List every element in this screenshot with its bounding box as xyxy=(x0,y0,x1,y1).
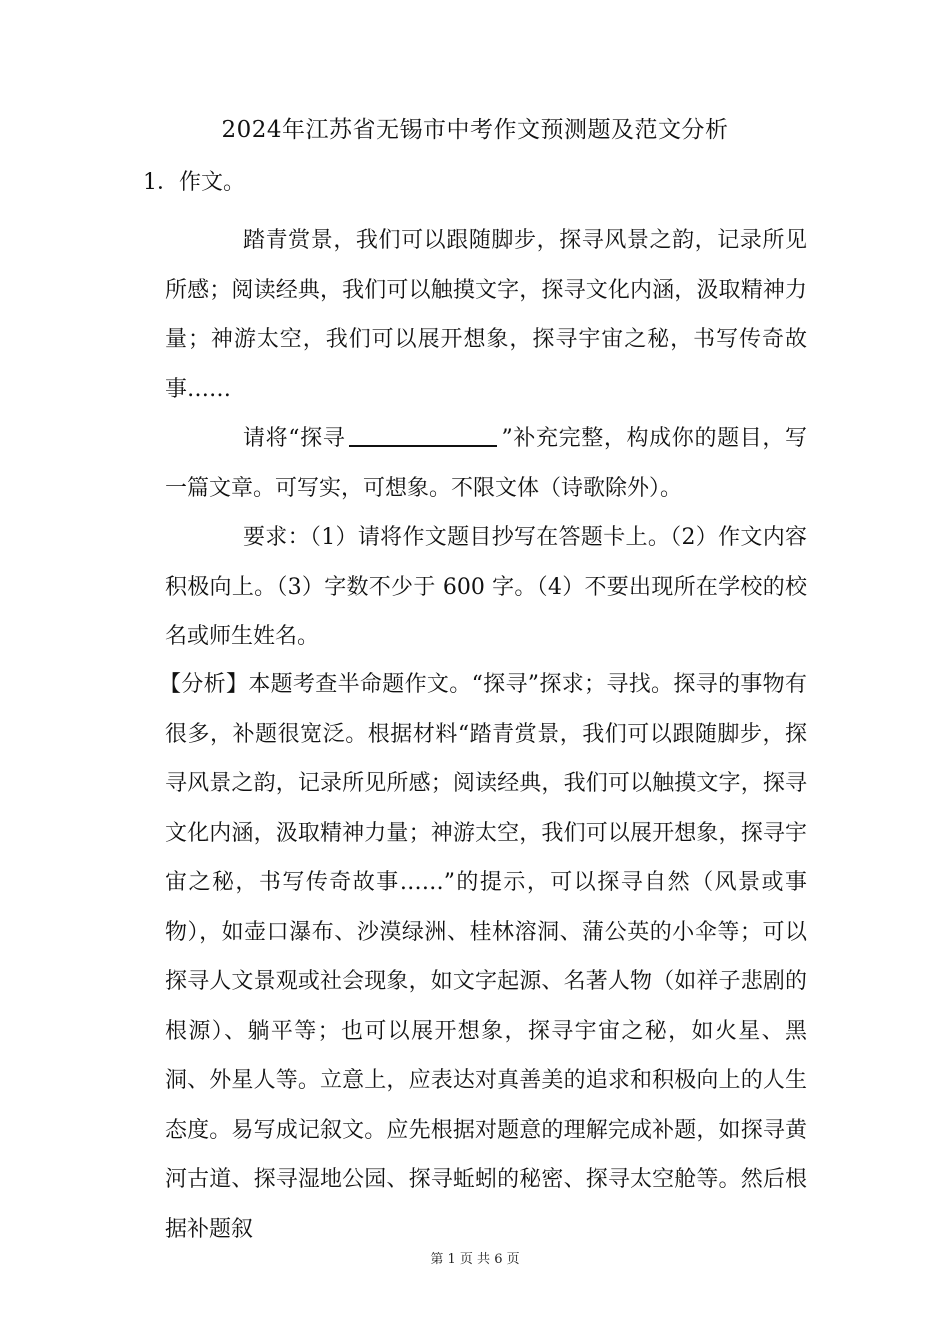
document-title: 2024年江苏省无锡市中考作文预测题及范文分析 xyxy=(221,117,729,143)
analysis-text: 本题考查半命题作文。“探寻”探求；寻找。探寻的事物有很多，补题很宽泛。根据材料“踏青赏景，我们可以跟随脚步，探寻风景之韵，记录所见所感；阅读经典，我们可以触摸文字，探寻文化内涵，汲取精神力量；神游太空，我们可以展开想象，探寻宇宙之秘，书写传奇故事……”的提示，可以探寻自然（风景或事物），如壶口瀑布、沙漠绿洲、桂林溶洞、蒲公英的小伞等；可以探寻人文景观或社会现象，如文字起源、名著人物（如祥子悲剧的根源）、躺平等；也可以展开想象，探寻宇宙之秘，如火星、黑洞、外星人等。立意上，应表达对真善美的追求和积极向上的人生态度。易写成记叙文。应先根据对题意的理解完成补题，如探寻黄河古道、探寻湿地公园、探寻蚯蚓的秘密、探寻太空舱等。然后根据补题叙 xyxy=(165,672,807,1242)
title-blank-underline xyxy=(349,423,497,447)
instruction-after-blank: ”补充完整，构成你的题目，写一篇文章。可写实，可想象。不限文体（诗歌除外）。 xyxy=(165,426,808,501)
instruction-before-blank: 请将“探寻 xyxy=(243,426,346,451)
instruction-paragraph xyxy=(165,414,807,513)
prompt-paragraph: 踏青赏景，我们可以跟随脚步，探寻风景之韵，记录所见所感；阅读经典，我们可以触摸文字，探寻文化内涵，汲取精神力量；神游太空，我们可以展开想象，探寻宇宙之秘，书写传奇故事…… xyxy=(165,228,807,402)
requirements-block xyxy=(165,513,807,662)
analysis-label: 【分析】 xyxy=(159,672,249,697)
requirements-paragraph: 要求：（1）请将作文题目抄写在答题卡上。（2）作文内容积极向上。（3）字数不少于 600 字。（4）不要出现所在学校的校名或师生姓名。 xyxy=(165,525,807,649)
analysis-block xyxy=(159,660,807,1254)
instruction-block xyxy=(165,414,807,513)
analysis-paragraph xyxy=(159,660,807,1254)
page-footer: 第 1 页 共 6 页 xyxy=(430,1252,520,1267)
prompt-block xyxy=(165,216,807,414)
question-number: 1．作文。 xyxy=(143,170,245,195)
